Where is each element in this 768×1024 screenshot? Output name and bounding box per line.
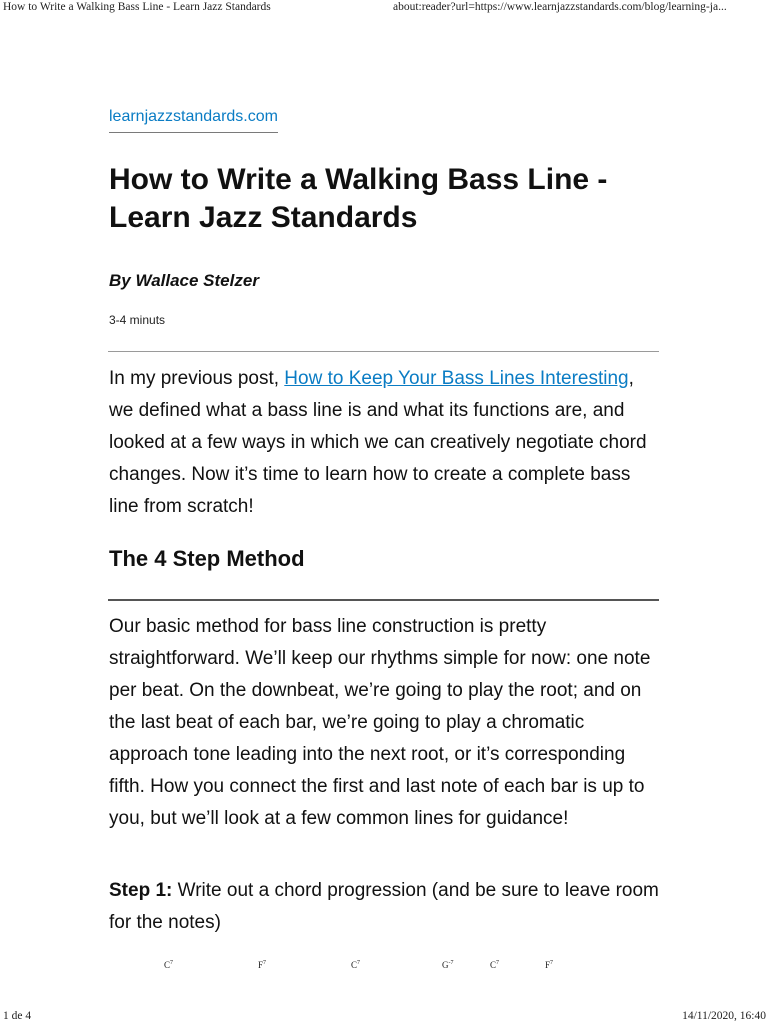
section-heading: The 4 Step Method bbox=[109, 546, 305, 571]
intro-text-before: In my previous post, bbox=[109, 368, 285, 389]
step-1-label: Step 1: bbox=[109, 880, 173, 901]
print-header-title: How to Write a Walking Bass Line - Learn Jazz Standards bbox=[3, 1, 271, 13]
step-1-paragraph bbox=[109, 875, 661, 939]
chord-symbol: $F^7$ bbox=[545, 960, 554, 970]
step-1-text: Write out a chord progression (and be sure to leave room for the notes) bbox=[109, 880, 659, 933]
print-footer-datetime: 14/11/2020, 16:40 bbox=[682, 1010, 766, 1022]
print-header-url: about:reader?url=https://www.learnjazzstandards.com/blog/learning-ja... bbox=[393, 1, 727, 13]
article-title: How to Write a Walking Bass Line - Learn Jazz Standards bbox=[109, 163, 608, 234]
chord-progression bbox=[0, 958, 768, 978]
divider bbox=[108, 351, 659, 352]
method-paragraph: Our basic method for bass line construction is pretty straightforward. We’ll keep our rhythms simple for now: one note per beat. On the downbeat, we’re going to play the root; and on the last beat of each bar, we’re going to play a chromatic approach tone leading into the next root, or it’s corresponding fifth. How you connect the first and last note of each bar is up to you, but we’ll look at a few common lines for guidance! bbox=[109, 616, 651, 829]
site-domain-link[interactable]: learnjazzstandards.com bbox=[109, 108, 278, 133]
chord-symbol: $G^{-7}$ bbox=[442, 960, 454, 970]
read-time: 3-4 minuts bbox=[109, 313, 166, 327]
chord-symbol: $C^7$ bbox=[490, 960, 500, 970]
previous-post-link[interactable]: How to Keep Your Bass Lines Interesting bbox=[284, 368, 629, 389]
chord-symbol: $F^7$ bbox=[258, 960, 267, 970]
byline: By Wallace Stelzer bbox=[109, 271, 259, 290]
chord-symbol: $C^7$ bbox=[351, 960, 361, 970]
chord-symbol: $C^7$ bbox=[164, 960, 174, 970]
print-footer-page: 1 de 4 bbox=[3, 1010, 32, 1022]
section-divider bbox=[108, 599, 659, 601]
intro-text-after: , we defined what a bass line is and what its functions are, and looked at a few ways in which we can creatively negotiate chord changes. Now it’s time to learn how to create a complete bass line from scratch! bbox=[109, 368, 647, 517]
intro-paragraph bbox=[109, 363, 661, 523]
